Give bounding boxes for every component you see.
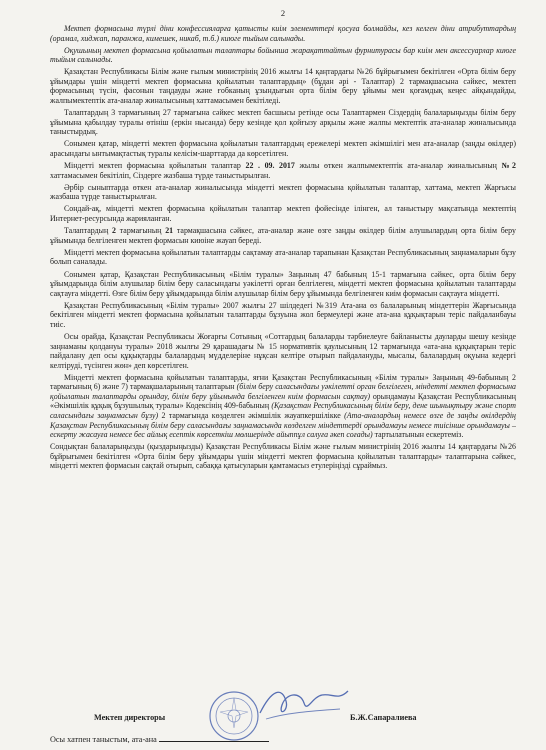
acknowledgement-text: Осы хатпен таныстым, ата-ана [50,735,157,744]
paragraph-administrative-liability [50,373,516,440]
paragraph-religious-attire: Мектеп формасына түрлі діни конфессияларға қатысты киім элементтері қосуға болмайды, кез келген діни атрибуттардың (орамал, хиджап, паранжа, кимешек, никаб, т.б.) киюге тыйым салынады. [50,24,516,43]
paragraph-supreme-court: Осы орайда, Қазақстан Республикасы Жоғарғы Сотының «Соттардың балаларды тәрбиелеуге байланысты дауларды шешу кезінде заңнаманы қолдануы туралы» 2018 жылғы 29 қарашадағы № 15 нормативтік қаулысының 12 тармағында «ата-ана құқықтарын теріс пайдалану деп осы құқықтарды балалардың мүдделеріне нұқсан келтіре отырып пайдалануды, мысалы, балалардың оқуына кедергі келтіруді, түсінген жөн» деп көрсетілген. [50,331,516,370]
liability-italic-2: (Қазақстан Республикасының білім беру, дене шынықтыру және спорт саласындағы заңнамасын бұзу) [50,401,516,420]
director-title: Мектеп директоры [94,713,166,722]
meeting-text-b: жылы өткен жалпымектептік ата-аналар жиналысының [299,161,497,171]
liability-text-a: Міндетті мектеп формасына қойылатын талаптарды, яғни Қазақстан Республикасының «Білім туралы» Заңының 49-бабының 2 тармағының 6) және 7) тармақшаларының талаптарын [50,372,516,392]
paragraph-agreements: Сонымен қатар, міндетті мектеп формасына қойылатын талаптардың ережелері мектеп әкімшілігі мен ата-аналар (заңды өкілдер) арасындағы ынтымақтастық туралы келісім-шарттарда да көрсетілген. [50,139,516,158]
paragraph-education-law: Сонымен қатар, Қазақстан Республикасының «Білім туралы» Заңының 47 бабының 15-1 тармағына сәйкес, орта білім беру ұйымдарында білім алушылар білім беру саласындағы уәкілетті орган белгілеген, міндетті мектеп формасына қойылатын талаптарды сақтауға міндетті. Өзге білім беру ұйымдарында білім алушылар білім беру ұйымында белгіленген киім формасын сақтауға міндетті. [50,269,516,298]
paragraph-class-meetings: Әрбір сыныптарда өткен ата-аналар жиналысында міндетті мектеп формасына қойылатын талаптар, хаттама, мектеп Жарғысы жазбаша түрде таныстырылған. [50,182,516,202]
meeting-text-c: хаттамасымен бекітіліп, Сіздерге жазбаша түрде таныстырылған. [50,170,271,180]
clause-number-21: 21 [165,226,174,236]
responsibility-text-a: Талаптардың [64,226,109,236]
paragraph-meeting-minutes [50,161,516,180]
paragraph-parent-responsibility [50,226,516,245]
paragraph-violation: Міндетті мектеп формасына қойылатын талаптарды сақтамау ата-аналар тарапынан Қазақстан Республикасының заңнамаларын бұзу болып саналады. [50,247,516,267]
minutes-number: №2 [501,161,516,171]
liability-italic-3: (Ата-аналардың немесе өзге де заңды өкілдердің Қазақстан Республикасының білім беру саласындағы заңнамасында көзделген міндеттерді орындамауы немесе тиісінше орындамауы – ескерту жасауға немесе бес айлық есептік көрсеткіш мөлшерінде айыппұл салуға әкеп соғады) [50,410,516,440]
signature-block [50,713,516,727]
clause-number-2: 2 [112,226,116,236]
paragraph-accessories: Оқушының мектеп формасына қойылатын талаптары бойынша жарақаттайтын фурнитурасы бар киім мен аксессуарлар киюге тыйым салынады. [50,45,516,65]
paragraph-familiarization: Талаптардың 3 тармағының 27 тармағына сәйкес мектеп басшысы ретінде осы Талаптармен Сіздердің балаларыңызды білім беру ұйымына қабылдау туралы өтініш (еркін нысанда) беру кезінде қол қойғызу арқылы және жалпы мектептік ата-аналар жиналысында таныстырдық. [50,108,516,137]
liability-text-b: орындамауы Қазақстан Республикасының «Әкімшілік құқық бұзушылық туралы» Кодексінің 409-бабының [50,391,516,411]
meeting-text-a: Міндетті мектеп формасына қойылатын талаптар [64,161,241,171]
paragraph-law-319: Қазақстан Республикасының «Білім туралы» 2007 жылғы 27 шілдедегі №319 Ата-ана өз балаларының міндеттерін Жарғысында бекітілген міндетті мектеп формасына қойылатын талаптарды бұзуына жол бермеулері және ата-ана құқықтарын теріс пайдаланбауы тиіс. [50,300,516,329]
parent-signature-blank [159,741,269,742]
paragraph-publication: Сондай-ақ, міндетті мектеп формасына қойылатын талаптар мектеп фойесінде ілінген, ал таныстыру мақсатында мектептің Интернет-ресурсында жарияланған. [50,204,516,223]
paragraph-order-26: Қазақстан Республикасы Білім және ғылым министрінің 2016 жылғы 14 қаңтардағы №26 бұйрығымен бекітілген «Орта білім беру ұйымдары үшін міндетті мектеп формасына қойылатын талаптардың» (бұдан әрі - Талаптар) 2 тармақшасына сәйкес, мектеп формасының түсін, фасонын таңдауды және ғобканың ұзындығын орта білім беру ұйымы мен қоғамдық кеңес айқындайды, жалпымектептік ата-аналар жиналысының хаттамасымен бекітіледі. [50,67,516,106]
paragraph-request: Сондықтан балаларыңызды (қыздарыңызды) Қазақстан Республикасы Білім және ғылым министрінің 2016 жылғы 14 қаңтардағы №26 бұйрығымен бекітілген «Орта білім беру ұйымдары үшін міндетті мектеп формасына қойылатын талаптарды» талаптарына сәйкес, міндетті мектеп формасын сақтай отырып, сабаққа қатысуларын қамтамасыз етулеріңізді сұраймыз. [50,442,516,471]
meeting-date: 22 . 09. 2017 [245,161,295,171]
liability-text-c: 2 тармағында көзделген әкімшілік жауапкершілікке [161,410,341,420]
director-name: Б.Ж.Сапаралиева [350,713,417,722]
acknowledgement-line [50,735,269,744]
liability-italic-1: (білім беру саласындағы уәкілетті орган белгілеген, міндетті мектеп формасына қойылатын талаптарды орындау, білім беру ұйымында белгіленген киім формасын сақтау) [50,382,516,401]
responsibility-text-b: тармағының [119,226,162,236]
responsibility-text-c: тармақшасына сәйкес, ата-аналар және өзге заңды өкілдер білім алушылардың орта білім беру ұйымында белгіленген мектеп формасын киюіне жауап береді. [50,226,516,245]
page-number: 2 [280,8,286,18]
liability-text-d: тартылатынын ескертеміз. [374,430,464,440]
